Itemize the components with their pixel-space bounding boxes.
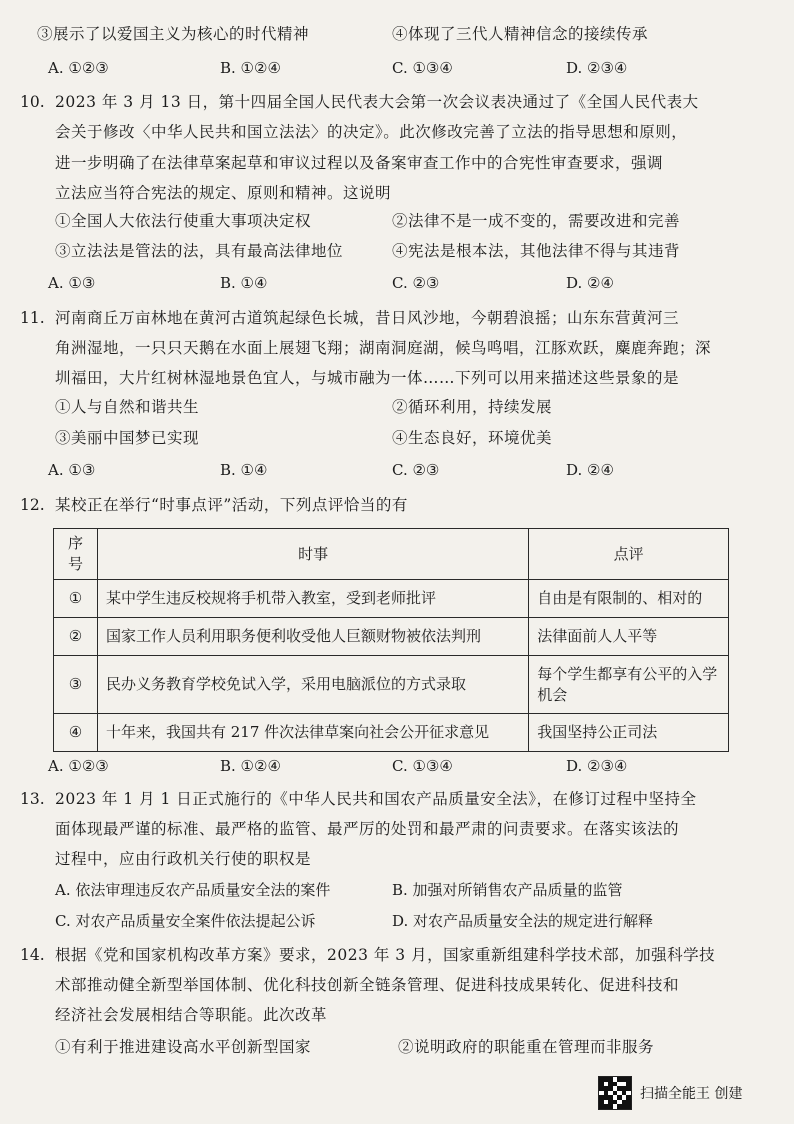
q14-statement-2: ②说明政府的职能重在管理而非服务 <box>398 1038 655 1056</box>
row-event: 十年来，我国共有 217 件次法律草案向社会公开征求意见 <box>97 714 528 752</box>
row-comment: 法律面前人人平等 <box>529 618 729 656</box>
table-header-row <box>54 529 729 580</box>
q13-option-a: A. 依法审理违反农产品质量安全法的案件 <box>55 881 331 899</box>
q12-option-b: B. ①②④ <box>220 757 281 775</box>
row-number: ④ <box>54 714 98 752</box>
q11-statement-2: ②循环利用，持续发展 <box>392 398 553 416</box>
header-event: 时事 <box>97 529 528 580</box>
q10-option-d: D. ②④ <box>566 274 614 292</box>
q11-option-a: A. ①③ <box>48 461 96 479</box>
qr-code-icon <box>598 1076 632 1110</box>
header-comment: 点评 <box>529 529 729 580</box>
row-comment: 每个学生都享有公平的入学机会 <box>529 656 729 714</box>
q11-option-d: D. ②④ <box>566 461 614 479</box>
option-d: D. ②③④ <box>566 59 628 77</box>
row-event: 国家工作人员利用职务便利收受他人巨额财物被依法判刑 <box>97 618 528 656</box>
question-number-13: 13. <box>20 790 45 808</box>
q11-stem-line-2: 角洲湿地，一只只天鹅在水面上展翅飞翔；湖南洞庭湖，候鸟鸣唱，江豚欢跃，麋鹿奔跑；深 <box>55 339 712 357</box>
q12-option-c: C. ①③④ <box>392 757 453 775</box>
row-number: ② <box>54 618 98 656</box>
q13-stem-line-3: 过程中，应由行政机关行使的职权是 <box>55 850 312 868</box>
q13-stem-line-1: 2023 年 1 月 1 日正式施行的《中华人民共和国农产品质量安全法》，在修订过程中坚持全 <box>55 790 697 808</box>
row-comment: 自由是有限制的、相对的 <box>529 580 729 618</box>
table-row <box>54 618 729 656</box>
statement-4: ④体现了三代人精神信念的接续传承 <box>392 25 649 43</box>
option-c: C. ①③④ <box>392 59 453 77</box>
statement-3: ③展示了以爱国主义为核心的时代精神 <box>37 25 310 43</box>
option-b: B. ①②④ <box>220 59 281 77</box>
option-a: A. ①②③ <box>48 59 109 77</box>
q12-option-d: D. ②③④ <box>566 757 628 775</box>
table-row <box>54 656 729 714</box>
q14-stem-line-3: 经济社会发展相结合等职能。此次改革 <box>55 1006 328 1024</box>
table-row <box>54 580 729 618</box>
q11-option-c: C. ②③ <box>392 461 440 479</box>
q14-statement-1: ①有利于推进建设高水平创新型国家 <box>55 1038 312 1056</box>
q10-statement-3: ③立法法是管法的法，具有最高法律地位 <box>55 242 344 260</box>
scanner-label: 扫描全能王 创建 <box>640 1086 743 1102</box>
q10-option-c: C. ②③ <box>392 274 440 292</box>
q13-option-d: D. 对农产品质量安全法的规定进行解释 <box>392 912 654 930</box>
table-row <box>54 714 729 752</box>
q14-stem-line-2: 术部推动健全新型举国体制、优化科技创新全链条管理、促进科技成果转化、促进科技和 <box>55 976 680 994</box>
q11-statement-4: ④生态良好，环境优美 <box>392 429 553 447</box>
q10-option-b: B. ①④ <box>220 274 268 292</box>
row-number: ① <box>54 580 98 618</box>
q10-stem-line-3: 进一步明确了在法律草案起草和审议过程以及备案审查工作中的合宪性审查要求，强调 <box>55 154 664 172</box>
row-comment: 我国坚持公正司法 <box>529 714 729 752</box>
q10-statement-2: ②法律不是一成不变的，需要改进和完善 <box>392 212 681 230</box>
current-events-table <box>53 528 729 752</box>
q10-stem-line-1: 2023 年 3 月 13 日，第十四届全国人民代表大会第一次会议表决通过了《全国人民代表大 <box>55 93 699 111</box>
row-event: 民办义务教育学校免试入学，采用电脑派位的方式录取 <box>97 656 528 714</box>
q11-statement-3: ③美丽中国梦已实现 <box>55 429 200 447</box>
q10-statement-1: ①全国人大依法行使重大事项决定权 <box>55 212 312 230</box>
q10-statement-4: ④宪法是根本法，其他法律不得与其违背 <box>392 242 681 260</box>
q11-stem-line-1: 河南商丘万亩林地在黄河古道筑起绿色长城，昔日风沙地，今朝碧浪摇；山东东营黄河三 <box>55 309 680 327</box>
row-event: 某中学生违反校规将手机带入教室，受到老师批评 <box>97 580 528 618</box>
q13-option-b: B. 加强对所销售农产品质量的监管 <box>392 881 623 899</box>
q12-option-a: A. ①②③ <box>48 757 109 775</box>
question-number-11: 11. <box>20 309 45 327</box>
q13-option-c: C. 对农产品质量安全案件依法提起公诉 <box>55 912 316 930</box>
q11-option-b: B. ①④ <box>220 461 268 479</box>
q11-statement-1: ①人与自然和谐共生 <box>55 398 200 416</box>
q14-stem-line-1: 根据《党和国家机构改革方案》要求，2023 年 3 月，国家重新组建科学技术部，加强科学技 <box>55 946 716 964</box>
q13-stem-line-2: 面体现最严谨的标准、最严格的监管、最严厉的处罚和最严肃的问责要求。在落实该法的 <box>55 820 680 838</box>
question-number-14: 14. <box>20 946 45 964</box>
q12-stem: 某校正在举行“时事点评”活动，下列点评恰当的有 <box>55 496 408 514</box>
question-number-12: 12. <box>20 496 45 514</box>
header-number: 序号 <box>54 529 98 580</box>
scanner-watermark <box>598 1076 742 1110</box>
q10-option-a: A. ①③ <box>48 274 96 292</box>
q10-stem-line-4: 立法应当符合宪法的规定、原则和精神。这说明 <box>55 184 392 202</box>
question-number-10: 10. <box>20 93 45 111</box>
q10-stem-line-2: 会关于修改〈中华人民共和国立法法〉的决定》。此次修改完善了立法的指导思想和原则， <box>55 123 688 141</box>
q11-stem-line-3: 圳福田，大片红树林湿地景色宜人，与城市融为一体……下列可以用来描述这些景象的是 <box>55 369 680 387</box>
row-number: ③ <box>54 656 98 714</box>
